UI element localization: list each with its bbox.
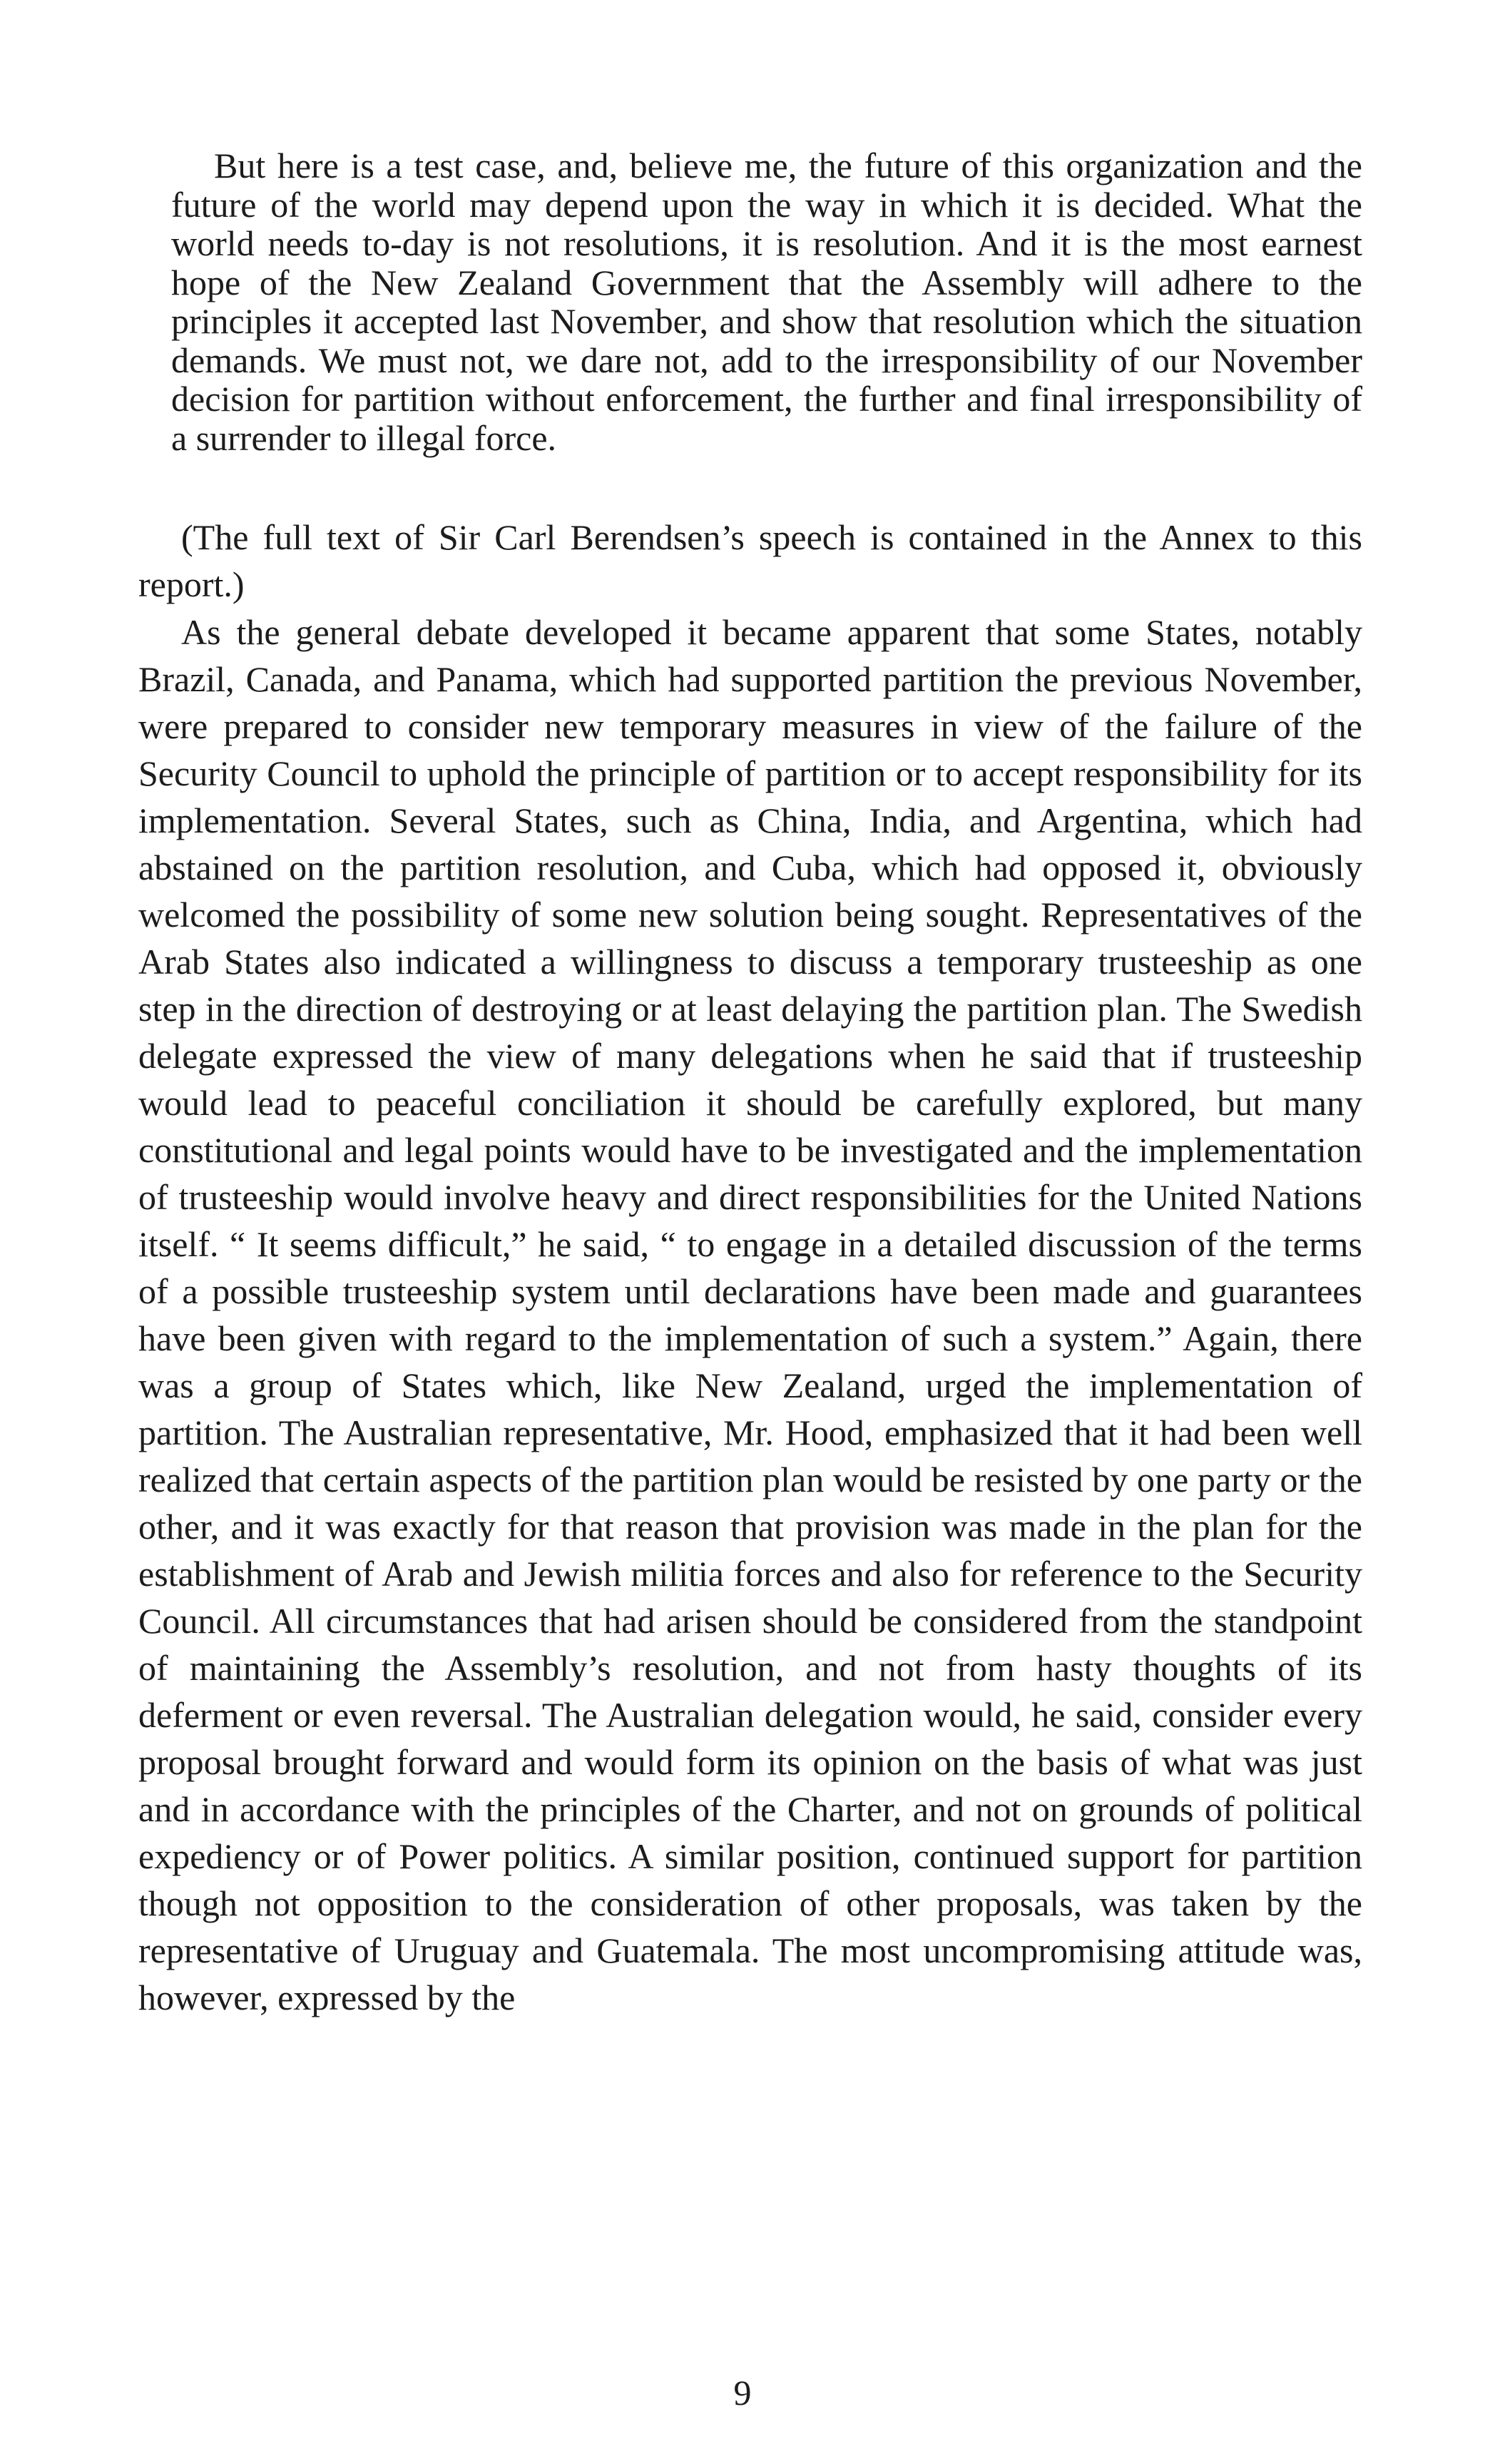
quoted-speech-paragraph: But here is a test case, and, believe me, the future of this organization and the future of the world may depend upon the way in which it is decided. What the world needs to-day is not resolutions, it is resolution. And it is the most earnest hope of the New Zealand Government that the Assembly will adhere to the principles it accepted last November, and show that resolution which the situation demands. We must not, we dare not, add to the irresponsibility of our November decision for partition without enforcement, the further and final irresponsibility of a surrender to illegal force.	[171, 146, 1362, 458]
general-debate-paragraph: As the general debate developed it became apparent that some States, notably Brazil, Canada, and Panama, which had supported partition the previous November, were prepared to consider new temporary measures in view of the failure of the Security Council to uphold the principle of partition or to accept responsibility for its implementation. Several States, such as China, India, and Argentina, which had abstained on the partition resolution, and Cuba, which had opposed it, obviously welcomed the possibility of some new solution being sought. Representatives of the Arab States also indicated a willingness to discuss a temporary trusteeship as one step in the direction of destroying or at least delaying the partition plan. The Swedish delegate expressed the view of many delegations when he said that if trusteeship would lead to peaceful conciliation it should be carefully explored, but many constitutional and legal points would have to be investigated and the implementation of trusteeship would involve heavy and direct responsibilities for the United Nations itself. “ It seems difficult,” he said, “ to engage in a detailed discussion of the terms of a possible trusteeship system until declarations have been made and guarantees have been given with regard to the implementation of such a system.” Again, there was a group of States which, like New Zealand, urged the implementation of partition. The Australian representative, Mr. Hood, emphasized that it had been well realized that certain aspects of the partition plan would be resisted by one party or the other, and it was exactly for that reason that provision was made in the plan for the establishment of Arab and Jewish militia forces and also for reference to the Security Council. All circumstances that had arisen should be considered from the standpoint of maintaining the Assembly’s resolution, and not from hasty thoughts of its deferment or even reversal. The Australian delegation would, he said, consider every proposal brought forward and would form its opinion on the basis of what was just and in accordance with the principles of the Charter, and not on grounds of political expediency or of Power politics. A similar position, continued support for partition though not opposition to the consideration of other proposals, was taken by the representative of Uruguay and Guatemala. The most uncompromising attitude was, however, expressed by the	[138, 612, 1362, 2017]
page-number: 9	[733, 2373, 752, 2413]
annex-note-paragraph: (The full text of Sir Carl Berendsen’s speech is contained in the Annex to this report.)	[138, 517, 1362, 604]
